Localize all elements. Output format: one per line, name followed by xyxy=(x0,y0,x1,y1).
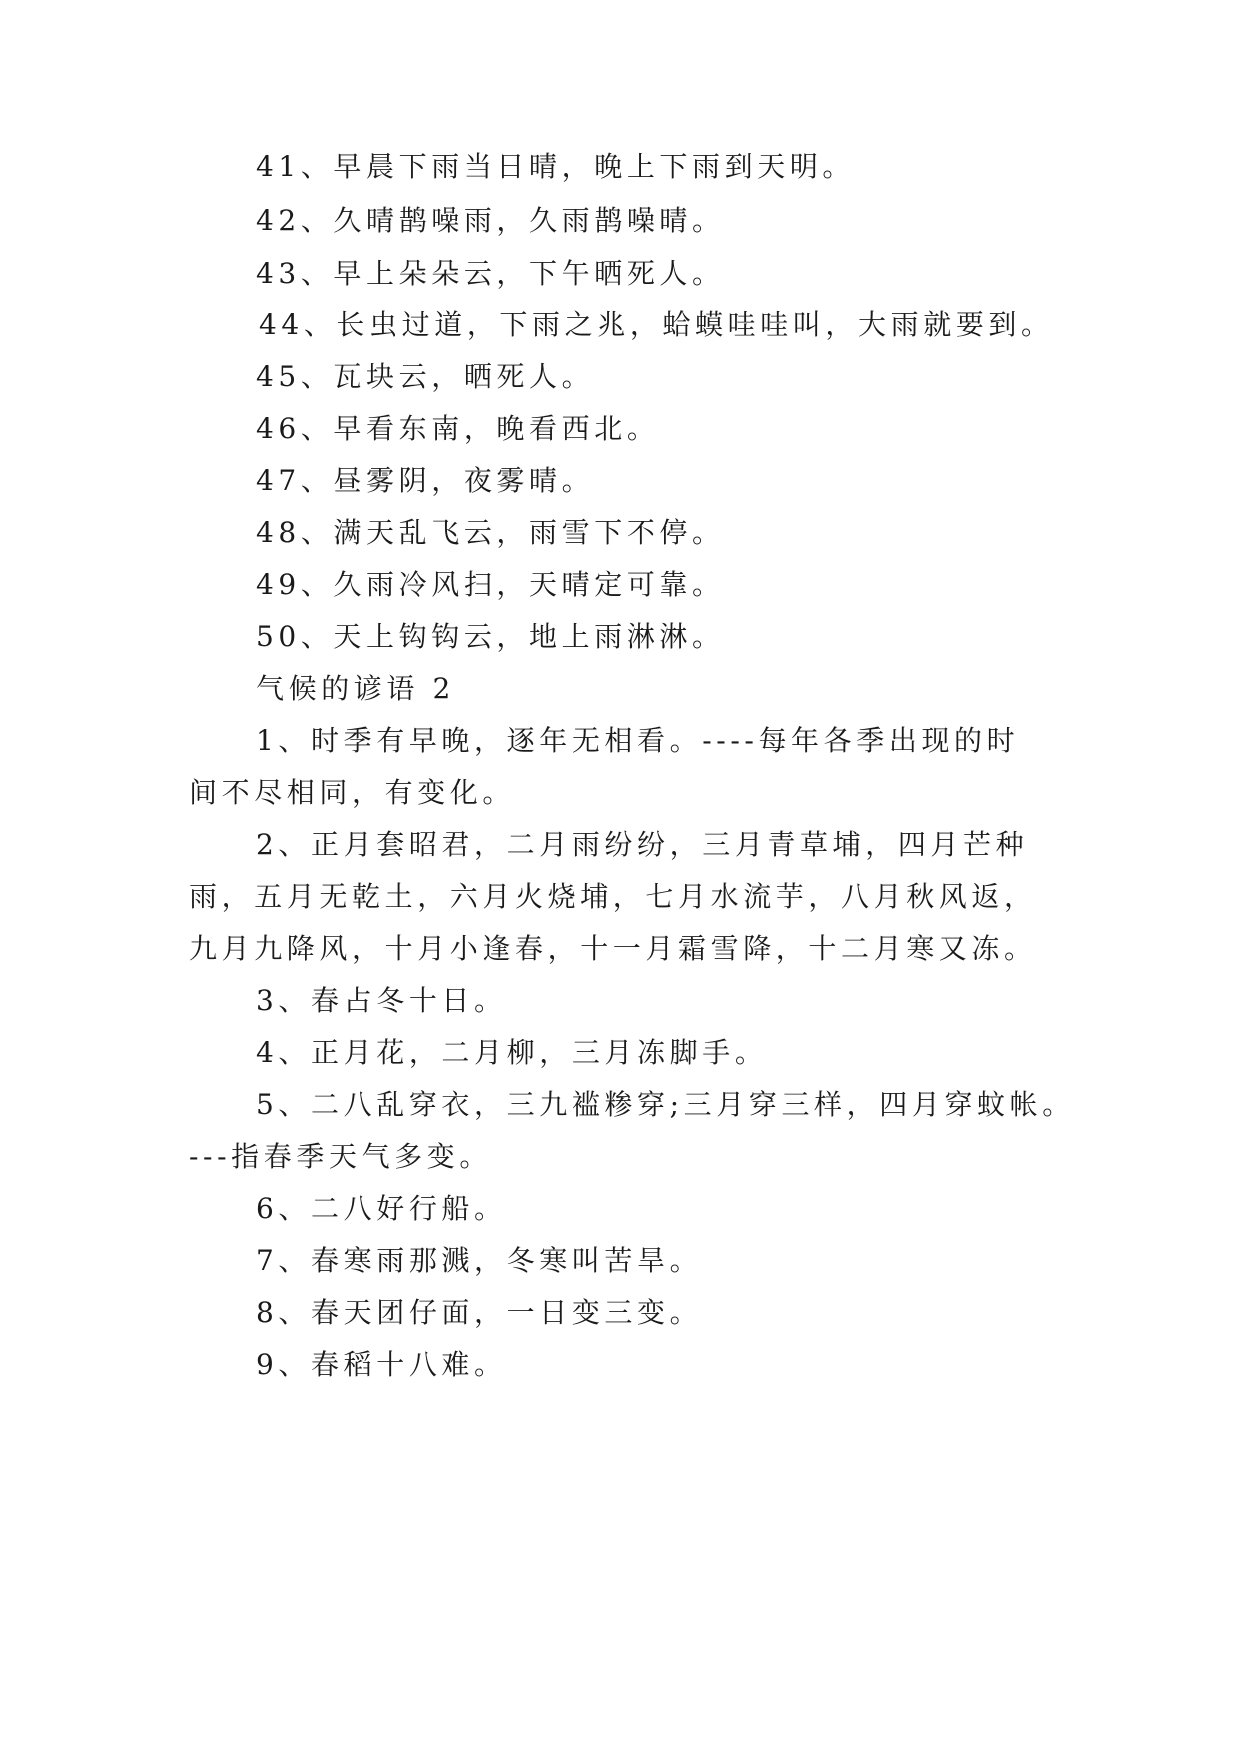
text-line: 4、正月花，二月柳，三月冻脚手。 xyxy=(256,1036,768,1069)
text-line: 2、正月套昭君，二月雨纷纷，三月青草埔，四月芒种 xyxy=(256,828,1029,861)
text-line: 44、长虫过道，下雨之兆，蛤蟆哇哇叫，大雨就要到。 xyxy=(259,308,1054,341)
text-line: ---指春季天气多变。 xyxy=(189,1140,492,1173)
section-heading: 气候的谚语 2 xyxy=(256,672,455,705)
text-line: 43、早上朵朵云，下午晒死人。 xyxy=(256,257,725,290)
text-line: 46、早看东南，晚看西北。 xyxy=(256,412,660,445)
text-line: 雨，五月无乾土，六月火烧埔，七月水流芋，八月秋风返， xyxy=(189,880,1037,913)
text-line: 5、二八乱穿衣，三九褴糁穿;三月穿三样，四月穿蚊帐。 xyxy=(256,1088,1075,1121)
text-line: 6、二八好行船。 xyxy=(256,1192,507,1225)
text-line: 47、昼雾阴，夜雾晴。 xyxy=(256,464,595,497)
text-line: 41、早晨下雨当日晴，晚上下雨到天明。 xyxy=(256,150,856,183)
text-line: 9、春稻十八难。 xyxy=(256,1348,507,1381)
text-line: 8、春天团仔面，一日变三变。 xyxy=(256,1296,703,1329)
text-line: 42、久晴鹊噪雨，久雨鹊噪晴。 xyxy=(256,204,725,237)
text-line: 48、满天乱飞云，雨雪下不停。 xyxy=(256,516,725,549)
text-line: 1、时季有早晚，逐年无相看。----每年各季出现的时 xyxy=(256,724,1020,757)
text-line: 7、春寒雨那溅，冬寒叫苦旱。 xyxy=(256,1244,703,1277)
text-line: 49、久雨冷风扫，天晴定可靠。 xyxy=(256,568,725,601)
text-line: 九月九降风，十月小逢春，十一月霜雪降，十二月寒又冻。 xyxy=(189,932,1037,965)
text-line: 3、春占冬十日。 xyxy=(256,984,507,1017)
text-line: 间不尽相同，有变化。 xyxy=(189,776,516,809)
text-line: 45、瓦块云，晒死人。 xyxy=(256,360,595,393)
text-line: 50、天上钩钩云，地上雨淋淋。 xyxy=(256,620,725,653)
